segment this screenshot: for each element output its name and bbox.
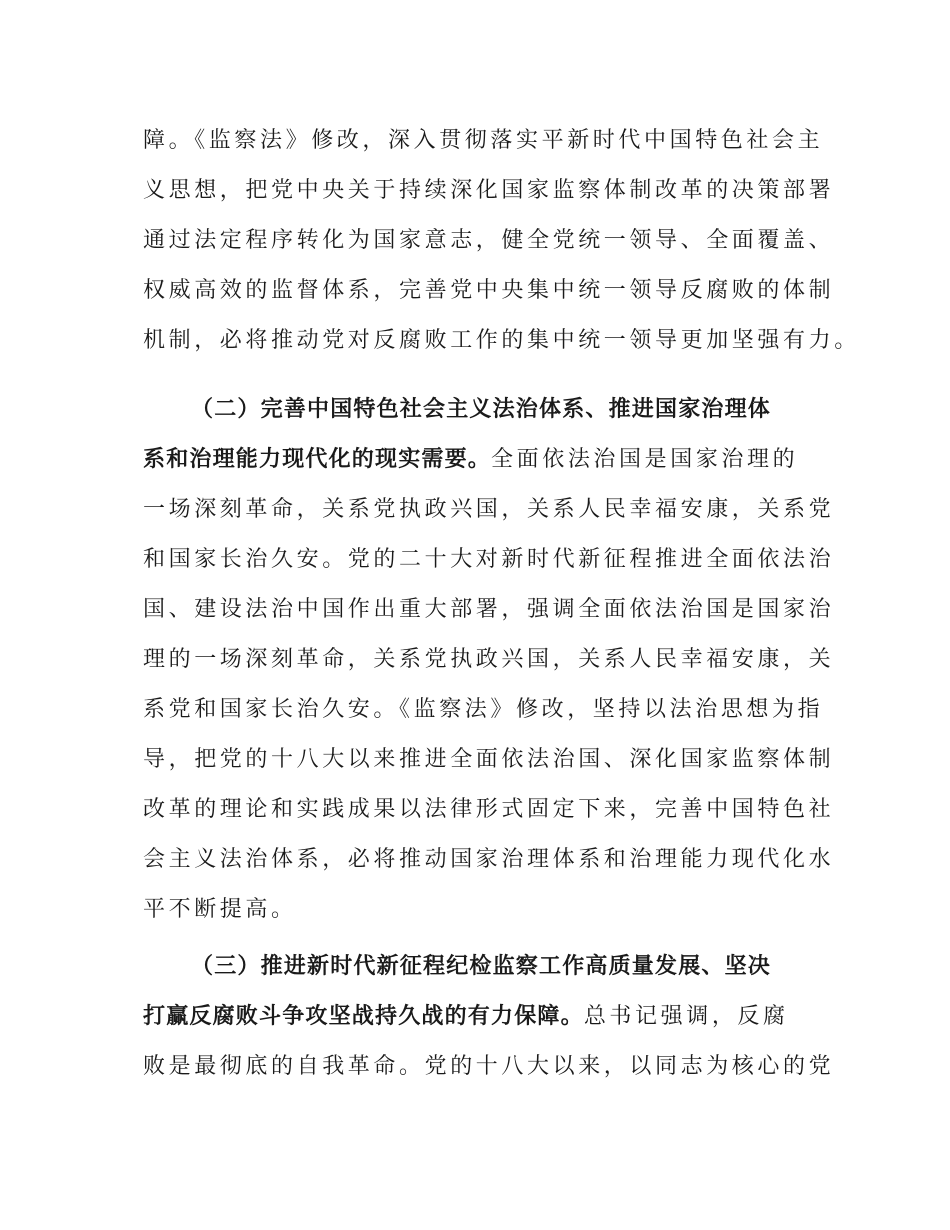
text-line: 理的一场深刻革命，关系党执政兴国，关系人民幸福安康，关 [143,647,835,672]
text-line: 改革的理论和实践成果以法律形式固定下来，完善中国特色社 [143,797,835,822]
section-heading-2: （二）完善中国特色社会主义法治体系、推进国家治理体 [191,397,772,422]
section-heading-2-cont: 系和治理能力现代化的现实需要。 [143,447,492,472]
paragraph-2 [143,385,835,935]
text-line: 系党和国家长治久安。《监察法》修改，坚持以法治思想为指 [143,697,824,722]
section-heading-3-cont: 打赢反腐败斗争攻坚战持久战的有力保障。 [143,1004,584,1029]
text-line: 平不断提高。 [143,897,297,922]
section-heading-3: （三）推进新时代新征程纪检监察工作高质量发展、坚决 [191,954,772,979]
text-fragment: 全面依法治国是国家治理的 [491,447,799,472]
text-line: 国、建设法治中国作出重大部署，强调全面依法治国是国家治 [143,597,835,622]
paragraph-1 [143,116,860,366]
text-line [143,992,815,1042]
text-line: 和国家长治久安。党的二十大对新时代新征程推进全面依法治 [143,547,835,572]
text-line: 通过法定程序转化为国家意志，健全党统一领导、全面覆盖、 [143,228,835,253]
text-line: 败是最彻底的自我革命。党的十八大以来，以同志为核心的党 [143,1054,835,1079]
text-line: 义思想，把党中央关于持续深化国家监察体制改革的决策部署 [143,178,835,203]
text-line: 导，把党的十八大以来推进全面依法治国、深化国家监察体制 [143,747,835,772]
paragraph-3 [143,942,835,1092]
text-line: 障。《监察法》修改，深入贯彻落实平新时代中国特色社会主 [143,128,824,153]
text-line: 机制，必将推动党对反腐败工作的集中统一领导更加坚强有力。 [143,328,860,353]
text-fragment: 总书记强调，反腐 [583,1004,789,1029]
text-line: 一场深刻革命，关系党执政兴国，关系人民幸福安康，关系党 [143,497,835,522]
text-line: 权威高效的监督体系，完善党中央集中统一领导反腐败的体制 [143,278,835,303]
text-line: 会主义法治体系，必将推动国家治理体系和治理能力现代化水 [143,847,835,872]
text-line [143,435,815,485]
